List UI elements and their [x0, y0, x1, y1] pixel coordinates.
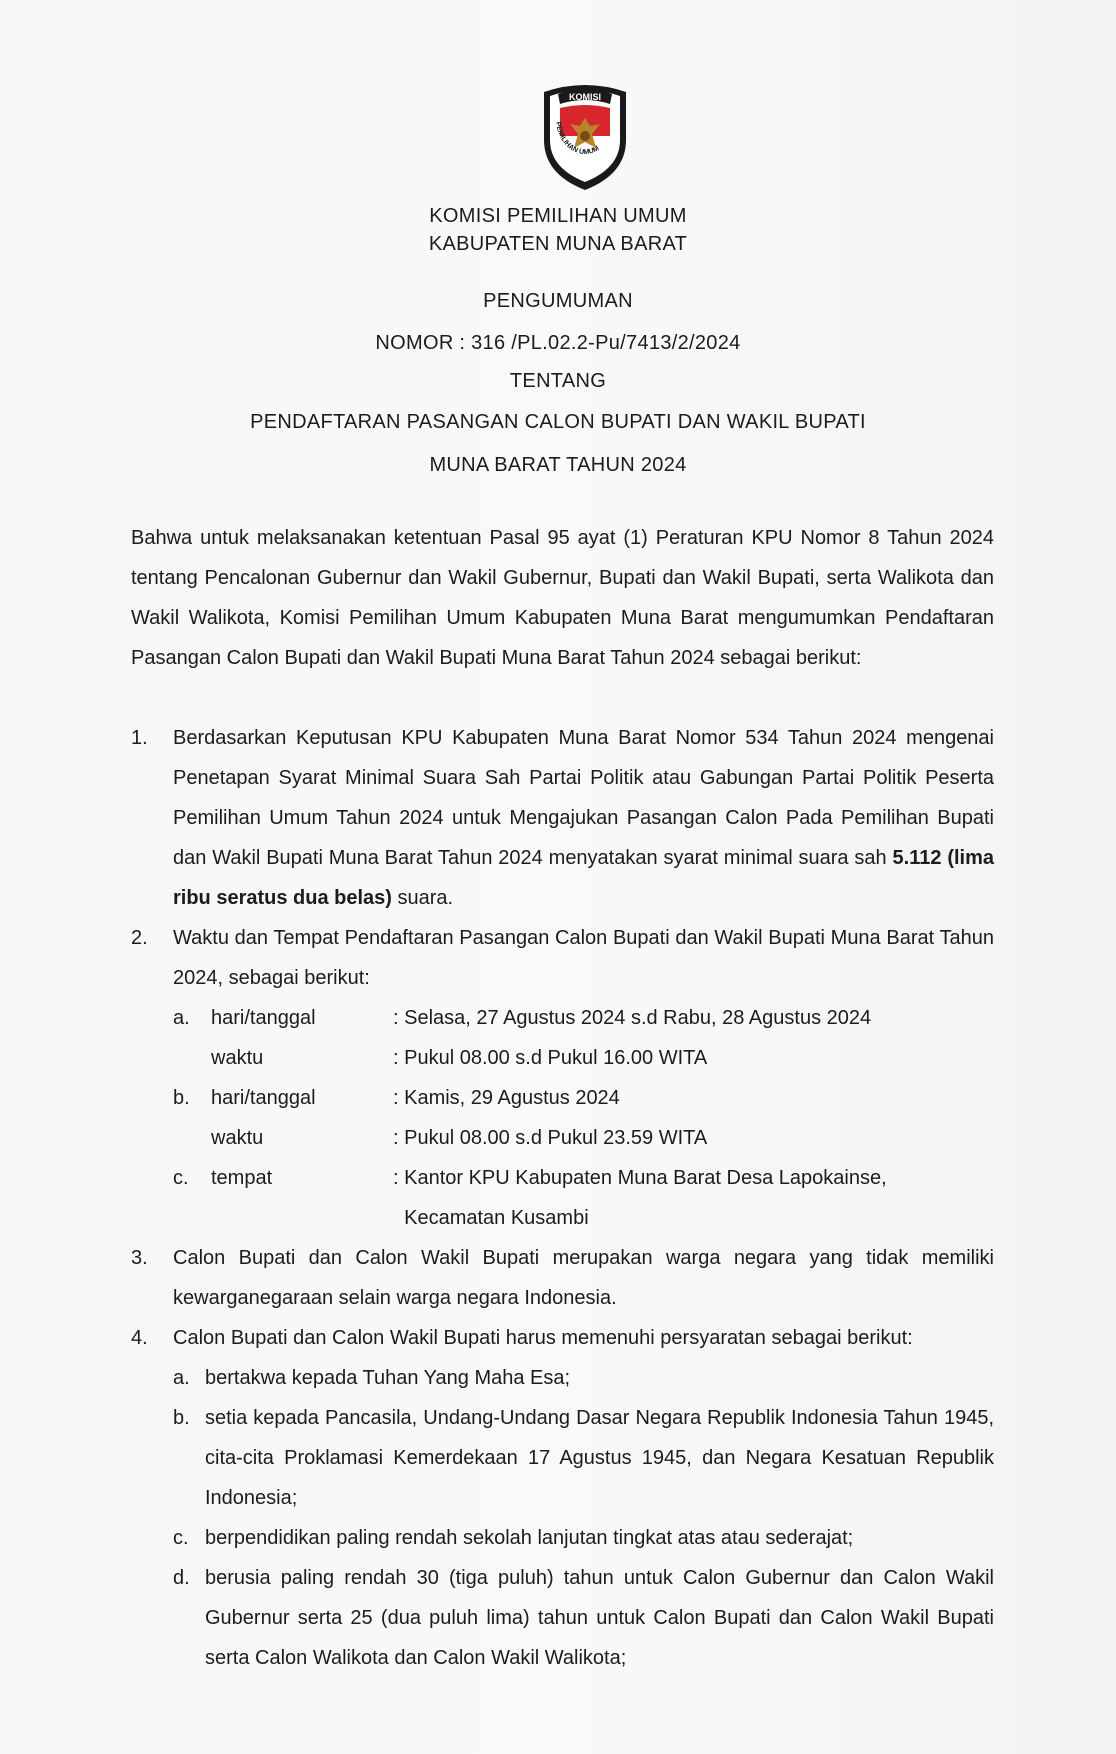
item-text: Berdasarkan Keputusan KPU Kabupaten Muna Barat Nomor 534 Tahun 2024 mengenai Penetapan Syarat Minimal Suara Sah Partai Politik atau Gabungan Partai Politik Peserta Pemilihan Umum Tahun 2024 untuk Mengajukan Pasangan Calon Pada Pemilihan Bupati dan Wakil Bupati Muna Barat Tahun 2024 menyatakan syarat minimal suara sah	[173, 727, 994, 869]
schedule-row	[131, 998, 994, 1038]
item-number: 3.	[131, 1247, 148, 1269]
item-text-tail: suara.	[391, 887, 454, 909]
schedule-value: Kecamatan Kusambi	[393, 1207, 589, 1229]
schedule-row	[131, 1118, 994, 1158]
schedule-value: : Kantor KPU Kabupaten Muna Barat Desa Lapokainse,	[393, 1167, 887, 1189]
list-item-3	[131, 1238, 994, 1318]
sub-text: berusia paling rendah 30 (tiga puluh) tahun untuk Calon Gubernur dan Calon Wakil Gubernur serta 25 (dua puluh lima) tahun untuk Calon Bupati dan Calon Wakil Bupati serta Calon Walikota dan Calon Wakil Walikota;	[205, 1567, 994, 1669]
sub-letter: a.	[173, 1367, 190, 1389]
logo-ring-text: PEMILIHAN UMUM	[554, 121, 601, 157]
schedule-label: waktu	[211, 1127, 264, 1149]
schedule-letter: b.	[173, 1087, 190, 1109]
subject-line-1: PENDAFTARAN PASANGAN CALON BUPATI DAN WAKIL BUPATI	[250, 411, 866, 433]
about-label: TENTANG	[509, 370, 607, 392]
item-text: Waktu dan Tempat Pendaftaran Pasangan Calon Bupati dan Wakil Bupati Muna Barat Tahun 2024, sebagai berikut:	[173, 927, 994, 989]
sub-letter: b.	[173, 1407, 190, 1429]
item-number: 4.	[131, 1327, 148, 1349]
schedule-label: waktu	[211, 1047, 264, 1069]
sub-text: setia kepada Pancasila, Undang-Undang Dasar Negara Republik Indonesia Tahun 1945, cita-cita Proklamasi Kemerdekaan 17 Agustus 1945, dan Negara Kesatuan Republik Indonesia;	[205, 1407, 994, 1509]
sub-text: bertakwa kepada Tuhan Yang Maha Esa;	[205, 1367, 571, 1389]
sub-letter: d.	[173, 1567, 190, 1589]
kpu-logo	[538, 78, 632, 192]
intro-paragraph: Bahwa untuk melaksanakan ketentuan Pasal 95 ayat (1) Peraturan KPU Nomor 8 Tahun 2024 tentang Pencalonan Gubernur dan Wakil Gubernur, Bupati dan Wakil Bupati, serta Walikota dan Wakil Walikota, Komisi Pemilihan Umum Kabupaten Muna Barat mengumumkan Pendaftaran Pasangan Calon Bupati dan Wakil Bupati Muna Barat Tahun 2024 sebagai berikut:	[131, 527, 994, 669]
sub-item	[131, 1358, 994, 1398]
item-number: 1.	[131, 727, 148, 749]
schedule-value: : Pukul 08.00 s.d Pukul 16.00 WITA	[393, 1047, 708, 1069]
schedule-row	[131, 1158, 994, 1198]
sub-item	[131, 1558, 994, 1678]
list-item-4	[131, 1318, 994, 1358]
org-line-1: KOMISI PEMILIHAN UMUM	[429, 205, 687, 227]
sub-item	[131, 1518, 994, 1558]
schedule-table	[131, 998, 994, 1238]
subject-line-2: MUNA BARAT TAHUN 2024	[429, 454, 687, 476]
sub-item	[131, 1398, 994, 1518]
org-line-2: KABUPATEN MUNA BARAT	[428, 233, 688, 255]
item-text: Calon Bupati dan Calon Wakil Bupati harus memenuhi persyaratan sebagai berikut:	[173, 1327, 913, 1349]
doc-number: NOMOR : 316 /PL.02.2-Pu/7413/2/2024	[375, 332, 741, 354]
min-vote-count: 5.112 (lima ribu seratus dua belas)	[173, 847, 994, 909]
list-item-1	[131, 718, 994, 918]
item-text: Calon Bupati dan Calon Wakil Bupati merupakan warga negara yang tidak memiliki kewarganegaraan selain warga negara Indonesia.	[173, 1247, 994, 1309]
schedule-label: tempat	[211, 1167, 273, 1189]
schedule-label: hari/tanggal	[211, 1087, 316, 1109]
schedule-label: hari/tanggal	[211, 1007, 316, 1029]
requirements-list	[131, 718, 994, 1678]
schedule-row	[131, 1078, 994, 1118]
schedule-value: : Kamis, 29 Agustus 2024	[393, 1087, 620, 1109]
schedule-letter: c.	[173, 1167, 189, 1189]
sub-letter: c.	[173, 1527, 189, 1549]
list-item-2	[131, 918, 994, 998]
schedule-value: : Selasa, 27 Agustus 2024 s.d Rabu, 28 Agustus 2024	[393, 1007, 872, 1029]
doc-type: PENGUMUMAN	[483, 290, 633, 312]
logo-top-text: KOMISI	[568, 92, 602, 102]
schedule-value: : Pukul 08.00 s.d Pukul 23.59 WITA	[393, 1127, 708, 1149]
schedule-row	[131, 1038, 994, 1078]
schedule-letter: a.	[173, 1007, 190, 1029]
sub-text: berpendidikan paling rendah sekolah lanjutan tingkat atas atau sederajat;	[205, 1527, 854, 1549]
item-number: 2.	[131, 927, 148, 949]
schedule-row	[131, 1198, 994, 1238]
